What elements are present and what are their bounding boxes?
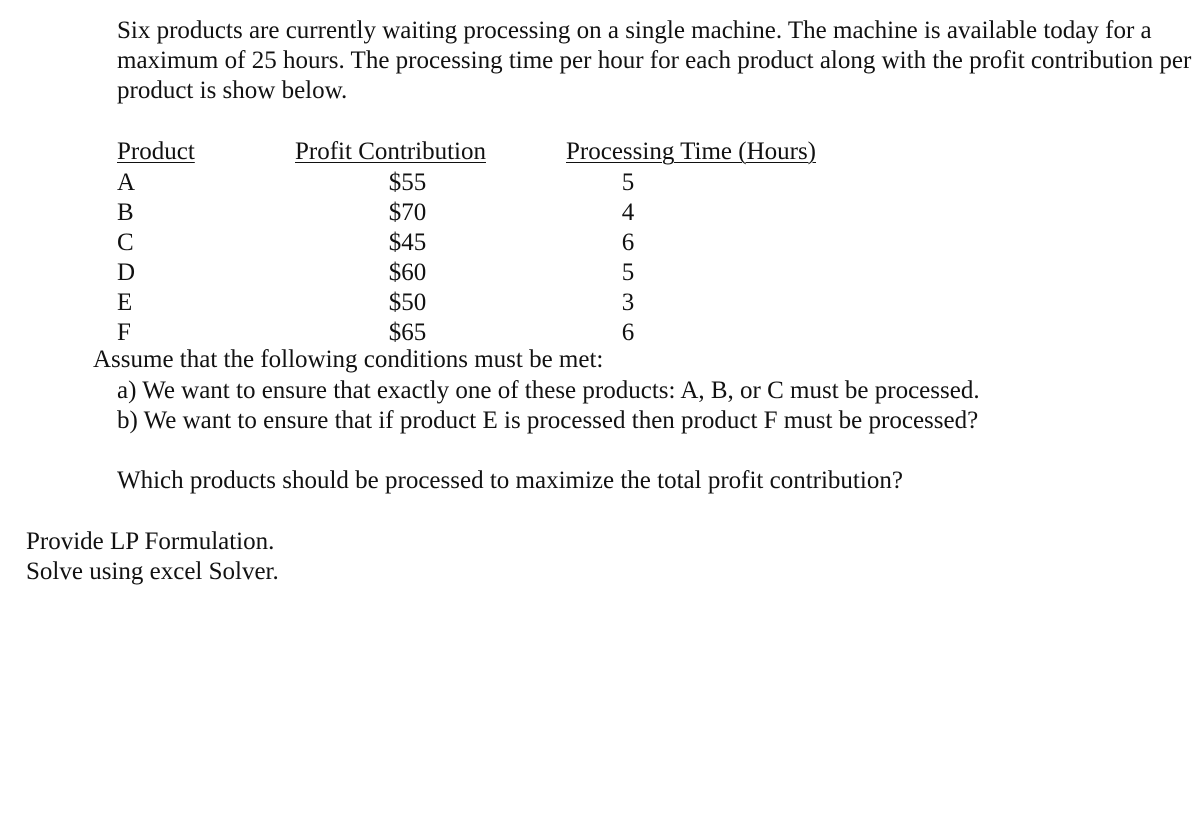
profit-value: $50: [388, 289, 427, 316]
time-value: 3: [621, 289, 635, 316]
product-name: A: [117, 169, 136, 196]
profit-value: $60: [388, 259, 427, 286]
condition-b: b) We want to ensure that if product E is processed then product F must be processed?: [117, 407, 979, 434]
product-name: E: [117, 289, 133, 316]
time-value: 6: [621, 319, 635, 346]
header-processing-time: Processing Time (Hours): [566, 138, 817, 165]
task-solve: Solve using excel Solver.: [26, 558, 279, 585]
table-row: [0, 258, 1200, 288]
conditions-intro: Assume that the following conditions must be met:: [93, 346, 604, 373]
profit-value: $45: [388, 229, 427, 256]
table-row: [0, 168, 1200, 198]
header-profit-contribution: Profit Contribution: [295, 138, 486, 165]
condition-a: a) We want to ensure that exactly one of these products: A, B, or C must be processed.: [117, 377, 980, 404]
product-table: [0, 168, 1200, 348]
time-value: 5: [621, 169, 635, 196]
product-name: D: [117, 259, 136, 286]
time-value: 4: [621, 199, 635, 226]
product-name: B: [117, 199, 134, 226]
header-product: Product: [117, 138, 195, 165]
profit-value: $65: [388, 319, 427, 346]
table-row: [0, 198, 1200, 228]
problem-intro: Six products are currently waiting processing on a single machine. The machine is available today for a maximum of 25 hours. The processing time per hour for each product along with the profit contribution per product is show below.: [117, 17, 1192, 104]
time-value: 6: [621, 229, 635, 256]
table-row: [0, 318, 1200, 348]
table-row: [0, 228, 1200, 258]
time-value: 5: [621, 259, 635, 286]
profit-value: $70: [388, 199, 427, 226]
table-row: [0, 288, 1200, 318]
product-name: F: [117, 319, 131, 346]
profit-value: $55: [388, 169, 427, 196]
question-text: Which products should be processed to maximize the total profit contribution?: [117, 467, 903, 494]
product-name: C: [117, 229, 134, 256]
task-formulation: Provide LP Formulation.: [26, 528, 275, 555]
